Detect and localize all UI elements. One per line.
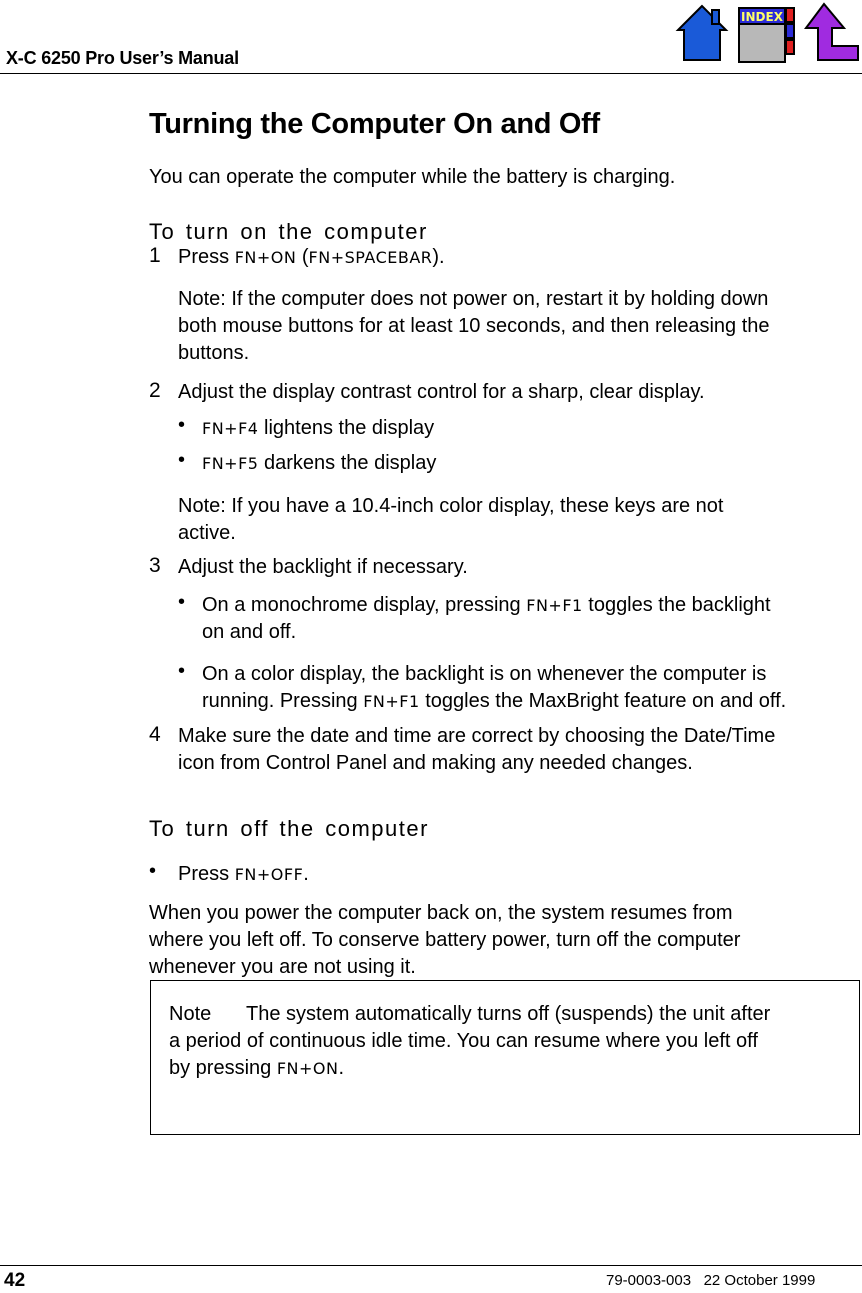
bullet-text: FN+F4 lightens the display	[202, 417, 435, 439]
step-number: 4	[149, 723, 161, 746]
section-heading-turn-off: To turn off the computer	[149, 816, 429, 841]
key-combo: FN+ON	[276, 1059, 339, 1078]
note-line: Note: If you have a 10.4-inch color display, these keys are not	[178, 495, 724, 517]
key-combo: FN+ON	[234, 248, 297, 267]
bullet-glyph: •	[178, 414, 186, 436]
up-arrow-icon[interactable]	[804, 2, 862, 69]
key-combo: FN+F4	[202, 419, 259, 438]
page-number: 42	[4, 1270, 26, 1291]
document-id: 79-0003-003 22 October 1999	[606, 1272, 816, 1289]
step-2-text: Adjust the display contrast control for a sharp, clear display.	[178, 381, 705, 403]
home-icon[interactable]	[674, 2, 730, 67]
note-line: by pressing FN+ON.	[169, 1057, 345, 1079]
note-box	[150, 980, 860, 1135]
key-combo: FN+F5	[202, 454, 259, 473]
page-header	[0, 0, 862, 75]
bullet-glyph: •	[178, 591, 186, 613]
note-line: The system automatically turns off (suspends) the unit after	[246, 1003, 771, 1025]
bullet-glyph: •	[149, 860, 157, 882]
step-number: 3	[149, 554, 161, 577]
intro-text: You can operate the computer while the battery is charging.	[149, 166, 676, 188]
step-1-text: Press FN+ON (FN+SPACEBAR).	[178, 246, 445, 268]
key-combo: FN+SPACEBAR	[308, 248, 433, 267]
step-4-text-continued: icon from Control Panel and making any needed changes.	[178, 752, 693, 774]
step-4-text: Make sure the date and time are correct by choosing the Date/Time	[178, 725, 776, 747]
note-line: a period of continuous idle time. You can resume where you left off	[169, 1030, 758, 1052]
bullet-text: FN+F5 darkens the display	[202, 452, 437, 474]
bullet-glyph: •	[178, 660, 186, 682]
index-label: INDEX	[741, 10, 783, 24]
bullet-text-continued: running. Pressing FN+F1 toggles the MaxBright feature on and off.	[202, 690, 787, 712]
bullet-text: Press FN+OFF.	[178, 863, 309, 885]
paragraph-line: When you power the computer back on, the system resumes from	[149, 902, 733, 924]
note-line: both mouse buttons for at least 10 seconds, and then releasing the	[178, 315, 770, 337]
step-number: 2	[149, 379, 161, 402]
key-combo: FN+F1	[526, 596, 583, 615]
section-heading-turn-on: To turn on the computer	[149, 219, 428, 244]
step-number: 1	[149, 244, 161, 267]
bullet-text: On a color display, the backlight is on whenever the computer is	[202, 663, 767, 685]
note-line: Note: If the computer does not power on, restart it by holding down	[178, 288, 769, 310]
paragraph-line: whenever you are not using it.	[149, 956, 416, 978]
note-line: active.	[178, 522, 236, 544]
paragraph-line: where you left off. To conserve battery power, turn off the computer	[149, 929, 741, 951]
note-line: buttons.	[178, 342, 250, 364]
footer-rule	[0, 1265, 862, 1266]
index-icon[interactable]	[736, 2, 798, 71]
manual-title: X-C 6250 Pro User’s Manual	[6, 48, 239, 68]
step-3-text: Adjust the backlight if necessary.	[178, 556, 468, 578]
bullet-text-continued: on and off.	[202, 621, 297, 643]
key-combo: FN+OFF	[234, 865, 304, 884]
note-label: Note	[169, 1003, 212, 1025]
header-rule	[0, 73, 862, 74]
key-combo: FN+F1	[363, 692, 420, 711]
bullet-text: On a monochrome display, pressing FN+F1 toggles the backlight	[202, 594, 771, 616]
page-title: Turning the Computer On and Off	[149, 108, 600, 140]
bullet-glyph: •	[178, 449, 186, 471]
